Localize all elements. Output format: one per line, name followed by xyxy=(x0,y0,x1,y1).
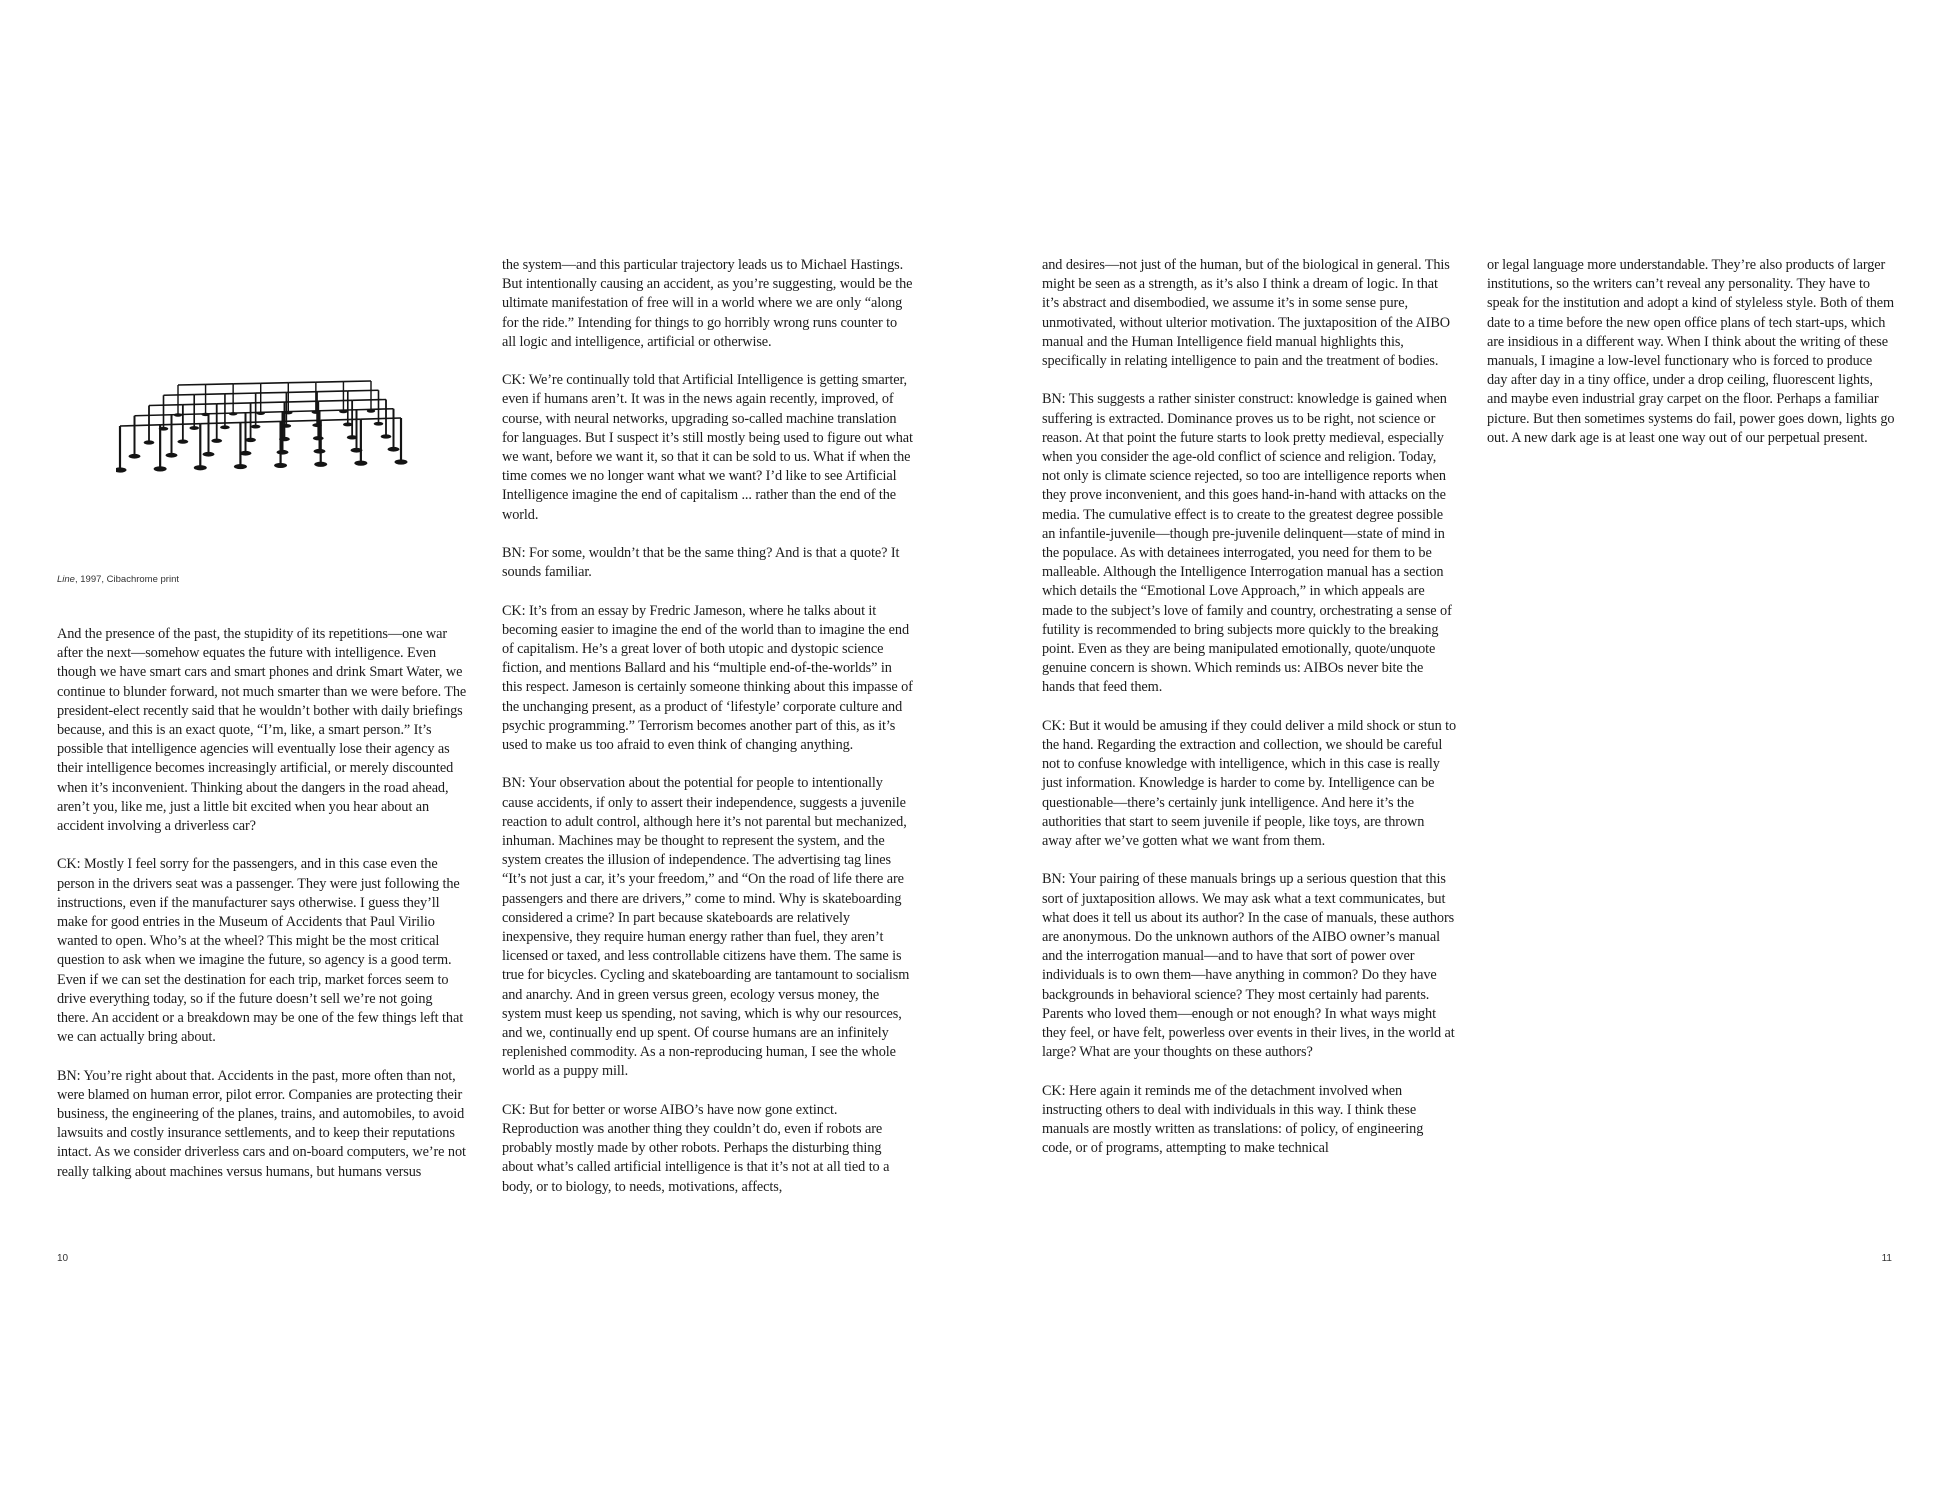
figure-caption-details: , 1997, Cibachrome print xyxy=(74,574,179,585)
paragraph: CK: Mostly I feel sorry for the passengers, and in this case even the person in the drivers seat was a passenger. They were just following the instructions, even if the manufacturer says otherwise. I guess they’ll make for good entries in the Museum of Accidents that Paul Virilio wanted to open. Who’s at the wheel? This might be the most critical question to ask when we imagine the future, so agency is a good term. Even if we can set the destination for each trip, market forces seem to drive everything today, so if the future doesn’t sell we’re not going there. An accident or a breakdown may be one of the few things left that we can actually bring about. xyxy=(57,856,464,1046)
paragraph: or legal language more understandable. They’re also products of larger institutions, so the writers can’t reveal any personality. They have to speak for the institution and adopt a kind of styleless style. Both of them date to a time before the new open office plans of tech start-ups, which are insidious in a different way. When I think about the writing of these manuals, I imagine a low-level functionary who is forced to produce day after day in a tiny office, under a drop ceiling, fluorescent lights, and maybe even industrial gray carpet on the floor. Perhaps a familiar picture. But then sometimes systems do fail, power goes down, lights go out. A new dark age is at least one way out of our perpetual present. xyxy=(1487,257,1895,446)
paragraph: BN: This suggests a rather sinister construct: knowledge is gained when suffering is extracted. Dominance proves us to be right, not science or reason. At that point the future starts to look pretty medieval, especially when you consider the age-old conflict of science and religion. Today, not only is climate science rejected, so too are intelligence reports when they prove inconvenient, and this goes hand-in-hand with attacks on the media. The cumulative effect is to create to the greatest degree possible an infantile-juvenile—though pre-juvenile delinquent—state of mind in the populace. As with detainees interrogated, you need for them to be malleable. Although the Intelligence Interrogation manual has a section which details the “Emotional Love Approach,” in which appeals are made to the subject’s love of family and country, orchestrating a sense of futility is recommended to bring subjects more quickly to the breaking point. Even as they are being manipulated emotionally, quote/unquote genuine concern is shown. Which reminds us: AIBOs never bite the hands that feed them. xyxy=(1042,391,1452,696)
paragraph: And the presence of the past, the stupidity of its repetitions—one war after the next—somehow equates the future with intelligence. Even though we have smart cars and smart phones and drink Smart Water, we continue to blunder forward, not much smarter than we were before. The president-elect recently said that he wouldn’t bother with daily briefings because, and this is an exact quote, “I’m, like, a smart person.” It’s possible that intelligence agencies will eventually lose their agency as their intelligence becomes increasingly artificial, or merely discounted when it’s inconvenient. Thinking about the dangers in the road ahead, aren’t you, like me, just a little bit excited when you hear about an accident involving a driverless car? xyxy=(57,626,467,835)
paragraph: CK: Here again it reminds me of the detachment involved when instructing others to deal with individuals in this way. I think these manuals are mostly written as translations: of policy, of engineering code, or of programs, attempting to make technical xyxy=(1042,1082,1424,1157)
paragraph: and desires—not just of the human, but of the biological in general. This might be seen as a strength, as it’s also I think a dream of logic. In that it’s abstract and disembodied, we assume it’s in some sense pure, unmotivated, without ulterior motivation. The juxtaposition of the AIBO manual and the Human Intelligence field manual highlights this, specifically in relating intelligence to pain and the treatment of bodies. xyxy=(1042,257,1450,370)
page-number-right: 11 xyxy=(1881,1253,1892,1264)
column-2 xyxy=(502,256,914,1197)
paragraph: CK: But it would be amusing if they could deliver a mild shock or stun to the hand. Regarding the extraction and collection, we should be careful not to confuse knowledge with intelligence, which in this case is really just information. Knowledge is harder to come by. Intelligence can be questionable—there’s certainly junk intelligence. And here it’s the authorities that start to seem juvenile if people, like toys, are thrown away after we’ve gotten what we want from them. xyxy=(1042,717,1457,850)
paragraph: BN: Your observation about the potential for people to intentionally cause accidents, if only to assert their independence, suggests a juvenile reaction to adult control, although here it’s not parental but mechanized, inhuman. Machines may be thought to represent the system, and the system creates the illusion of independence. The advertising tag lines “It’s not just a car, it’s your freedom,” and “On the road of life there are passengers and there are drivers,” come to mind. Why is skateboarding considered a crime? In part because skateboards are relatively inexpensive, they require human energy rather than fuel, they aren’t licensed or taxed, and less controllable citizens have them. The same is true for bicycles. Cycling and skateboarding are tantamount to socialism and anarchy. And in green versus green, ecology versus money, the system must keep us spending, not saving, which is why our resources, and we, continually end up spent. Of course humans are an infinitely replenished commodity. As a non-reproducing human, I see the whole world as a puppy mill. xyxy=(502,775,910,1080)
column-1 xyxy=(57,625,467,1182)
column-3 xyxy=(1042,256,1456,1158)
paragraph: BN: Your pairing of these manuals brings up a serious question that this sort of juxtaposition allows. We may ask what a text communicates, but what does it tell us about its author? In the case of manuals, these authors are anonymous. Do the unknown authors of the AIBO owner’s manual and the interrogation manual—and to have that sort of power over individuals is to own them—have anything in common? Do they have backgrounds in behavioral science? They most certainly had parents. Parents who loved them—enough or not enough? In what ways might they feel, or have felt, powerless over events in their lives, in the world at large? What are your thoughts on these authors? xyxy=(1042,871,1455,1061)
paragraph: CK: We’re continually told that Artificial Intelligence is getting smarter, even if humans aren’t. It was in the news again recently, improved, of course, with neural networks, upgrading so-called machine translation for languages. But I suspect it’s still mostly being used to figure out what we want, before we want it, so that it can be sold to us. What if when the time comes we no longer want what we want? I’d like to see Artificial Intelligence imagine the end of capitalism ... rather than the end of the world. xyxy=(502,372,913,523)
paragraph: the system—and this particular trajectory leads us to Michael Hastings. But intentionally causing an accident, as you’re suggesting, would be the ultimate manifestation of free will in a world where we are only “along for the ride.” Intending for things to go horribly wrong runs counter to all logic and intelligence, artificial or otherwise. xyxy=(502,257,913,350)
paragraph: CK: But for better or worse AIBO’s have now gone extinct. Reproduction was another thing they couldn’t do, even if robots are probably mostly made by other robots. Perhaps the disturbing thing about what’s called artificial intelligence is that it’s not at all tied to a body, or to biology, to needs, motivations, affects, xyxy=(502,1101,890,1195)
line-installation-photo xyxy=(116,360,416,500)
figure-caption xyxy=(57,574,179,586)
figure-caption-title: Line xyxy=(57,574,75,585)
paragraph: BN: You’re right about that. Accidents in the past, more often than not, were blamed on human error, pilot error. Companies are protecting their business, the engineering of the planes, trains, and automobiles, to avoid lawsuits and costly insurance settlements, and to keep their reputations intact. As we consider driverless cars and on-board computers, we’re not really talking about machines versus humans, but humans versus xyxy=(57,1067,466,1180)
page-number-left: 10 xyxy=(57,1253,69,1264)
column-4 xyxy=(1487,256,1895,448)
paragraph: CK: It’s from an essay by Fredric Jameson, where he talks about it becoming easier to imagine the end of the world than to imagine the end of capitalism. He’s a great lover of both utopic and dystopic science fiction, and mentions Ballard and his “multiple end-of-the-worlds” in this respect. Jameson is certainly someone thinking about this impasse of the unchanging present, as a product of ‘lifestyle’ corporate culture and psychic programming.” Terrorism becomes another part of this, as it’s used to make us too afraid to even think of changing anything. xyxy=(502,602,913,754)
paragraph: BN: For some, wouldn’t that be the same thing? And is that a quote? It sounds familiar. xyxy=(502,545,900,581)
